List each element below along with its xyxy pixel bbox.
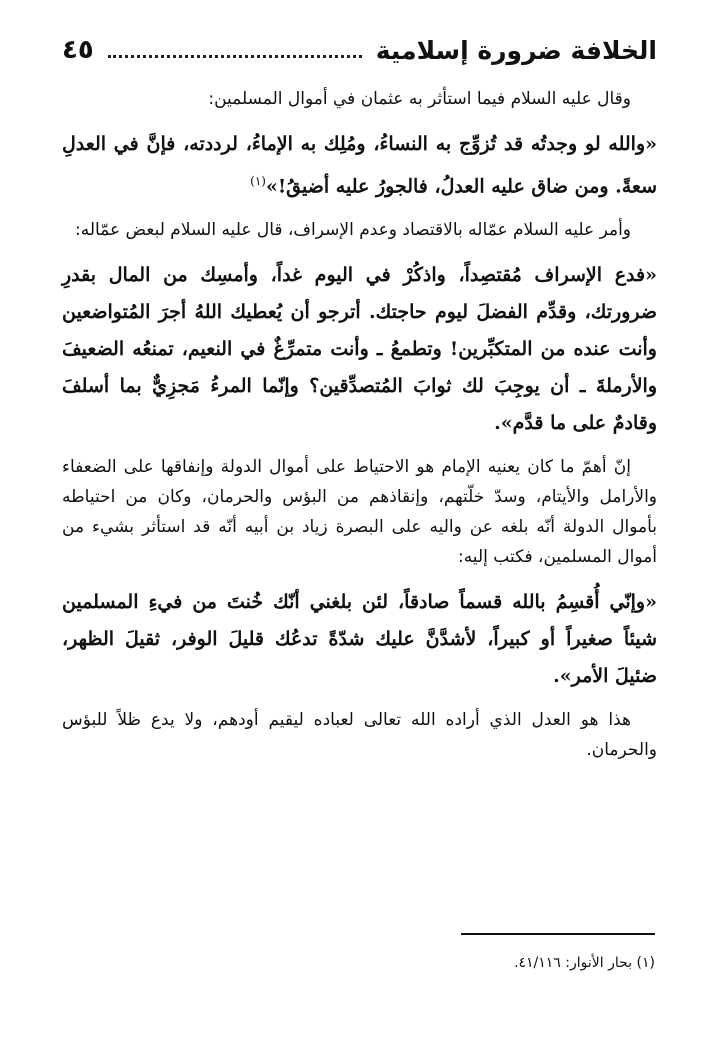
header-dot-leader xyxy=(108,43,362,58)
page-number: ٤٥ xyxy=(62,35,94,65)
quote-oath: «وإنّي أُقسِمُ بالله قسماً صادقاً، لئن بلغني أنّك خُنتَ من فيءِ المسلمين شيئاً صغيراً أو كبيراً، لأشدَّنَّ عليك شدّةً تدعُك قليلَ الوفر، ثقيلَ الظهر، ضئيلَ الأمر». xyxy=(62,591,657,688)
paragraph-intro-moderation: وأمر عليه السلام عمّاله بالاقتصاد وعدم الإسراف، قال عليه السلام لبعض عمّاله: xyxy=(74,220,631,241)
page-header xyxy=(62,28,657,72)
paragraph-conclusion: هذا هو العدل الذي أراده الله تعالى لعباده ليقيم أودهم، ولا يدع ظلاً للبؤس والحرمان. xyxy=(62,710,657,761)
quote-moderation: «فدع الإسراف مُقتصِداً، واذكُرْ في اليوم غداً، وأمسِك من المال بقدرِ ضرورتك، وقدِّم الفضلَ ليوم حاجتك. أترجو أن يُعطيك اللهُ أجرَ المُتواضعين وأنت عنده من المتكبِّرين! وتطمعُ ـ وأنت متمرِّغٌ في النعيم، تمنعُه الضعيفَ والأرملةَ ـ أن يوجِبَ لك ثوابَ المُتصدِّقين؟ وإنّما المرءُ مَجزِيٌّ بما أسلفَ وقادمٌ على ما قدَّم». xyxy=(62,264,657,435)
paragraph-intro-uthman: وقال عليه السلام فيما استأثر به عثمان في أموال المسلمين: xyxy=(208,89,631,109)
quote-justice xyxy=(62,126,657,205)
running-title: الخلافة ضرورة إسلامية xyxy=(375,35,657,65)
quote-justice-text: «والله لو وجدتُه قد تُزوِّج به النساءُ، ومُلِك به الإماءُ، لرددته، فإنَّ في العدلِ سعةً. ومن ضاق عليه العدلُ، فالجورُ عليه أضيقُ!» xyxy=(62,133,657,198)
footnote: (١) بحار الأنوار: ٤١/١١٦. xyxy=(514,955,655,971)
footnote-marker: (١) xyxy=(250,174,266,188)
page-body xyxy=(62,84,657,765)
paragraph-state-funds: إنّ أهمّ ما كان يعنيه الإمام هو الاحتياط على أموال الدولة وإنفاقها على الضعفاء والأرامل والأيتام، وسدّ خلّتهم، وإنقاذهم من البؤس والحرمان، وكان من احتياطه بأموال الدولة أنّه بلغه عن واليه على البصرة زياد بن أبيه أنّه قد استأثر بشيء من أموال المسلمين، فكتب إليه: xyxy=(62,457,657,568)
footnote-divider xyxy=(461,933,655,935)
